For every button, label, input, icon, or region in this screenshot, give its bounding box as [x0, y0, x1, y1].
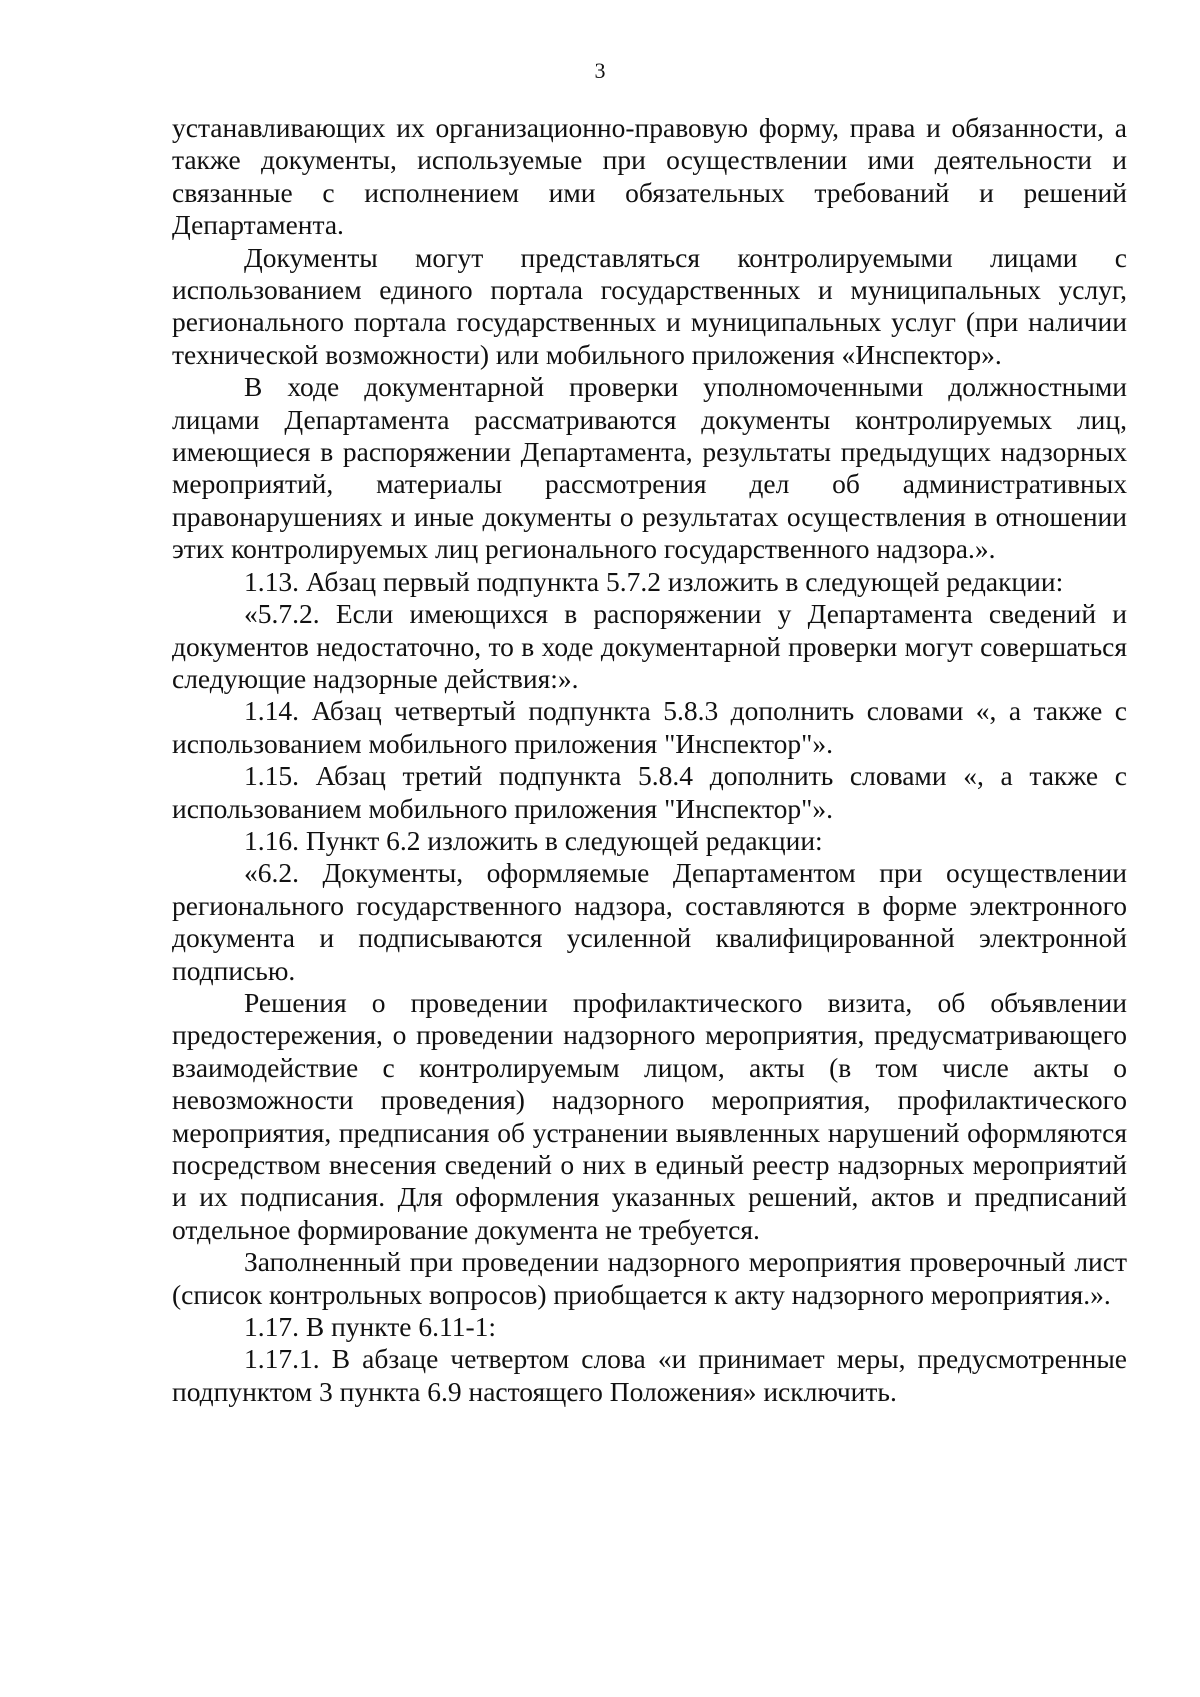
- paragraph-item-1-17: 1.17. В пункте 6.11-1:: [244, 1311, 497, 1343]
- paragraph-item-1-15: 1.15. Абзац третий подпункта 5.8.4 дополнить словами «, а также с использованием мобильного приложения "Инспектор"».: [172, 760, 1127, 824]
- paragraph-item-1-14: 1.14. Абзац четвертый подпункта 5.8.3 дополнить словами «, а также с использованием мобильного приложения "Инспектор"».: [172, 695, 1127, 759]
- page-number: 3: [594, 58, 606, 83]
- paragraph-item-5-7-2: «5.7.2. Если имеющихся в распоряжении у Департамента сведений и документов недостаточно, то в ходе документарной проверки могут совершаться следующие надзорные действия:».: [172, 598, 1127, 694]
- paragraph-item-1-13: 1.13. Абзац первый подпункта 5.7.2 изложить в следующей редакции:: [244, 565, 1064, 597]
- paragraph-continuation: устанавливающих их организационно-правовую форму, права и обязанности, а также документы, используемые при осуществлении ими деятельности и связанные с исполнением ими обязательных требований и решений Департамента.: [172, 112, 1127, 241]
- paragraph-item-1-16: 1.16. Пункт 6.2 изложить в следующей редакции:: [244, 824, 823, 856]
- paragraph-documentary-review: В ходе документарной проверки уполномоченными должностными лицами Департамента рассматриваются документы контролируемых лиц, имеющиеся в распоряжении Департамента, результаты предыдущих надзорных мероприятий, материалы рассмотрения дел об административных правонарушениях и иные документы о результатах осуществления в отношении этих контролируемых лиц регионального государственного надзора.».: [172, 371, 1127, 565]
- paragraph-item-6-2: «6.2. Документы, оформляемые Департаментом при осуществлении регионального государственного надзора, составляются в форме электронного документа и подписываются усиленной квалифицированной электронной подписью.: [172, 857, 1127, 986]
- paragraph-documents-submission: Документы могут представляться контролируемыми лицами с использованием единого портала государственных и муниципальных услуг, регионального портала государственных и муниципальных услуг (при наличии технической возможности) или мобильного приложения «Инспектор».: [172, 241, 1127, 370]
- paragraph-item-1-17-1: 1.17.1. В абзаце четвертом слова «и принимает меры, предусмотренные подпунктом 3 пункта 6.9 настоящего Положения» исключить.: [172, 1343, 1127, 1407]
- document-body: [172, 112, 1127, 1408]
- paragraph-decisions: Решения о проведении профилактического визита, об объявлении предостережения, о проведении надзорного мероприятия, предусматривающего взаимодействие с контролируемым лицом, акты (в том числе акты о невозможности проведения) надзорного мероприятия, профилактического мероприятия, предписания об устранении выявленных нарушений оформляются посредством внесения сведений о них в единый реестр надзорных мероприятий и их подписания. Для оформления указанных решений, актов и предписаний отдельное формирование документа не требуется.: [172, 986, 1127, 1245]
- paragraph-checklist: Заполненный при проведении надзорного мероприятия проверочный лист (список контрольных вопросов) приобщается к акту надзорного мероприятия.».: [172, 1246, 1127, 1310]
